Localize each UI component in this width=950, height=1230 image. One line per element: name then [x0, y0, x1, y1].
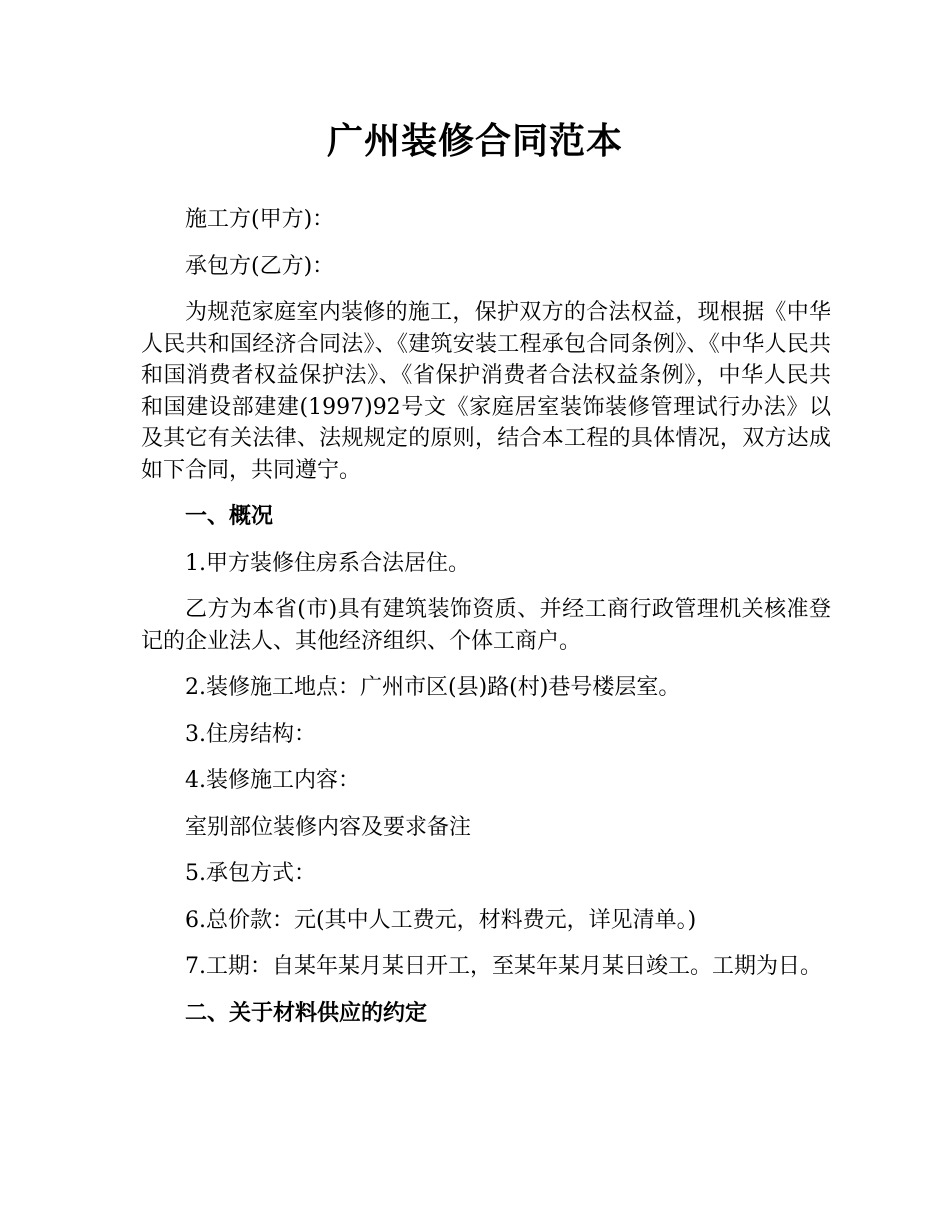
clause-1: 1.甲方装修住房系合法居住。: [185, 550, 470, 576]
clause-2-location: 2.装修施工地点：广州市区(县)路(村)巷号楼层室。: [185, 675, 681, 700]
contractor-qualification-paragraph: 乙方为本省(市)具有建筑装饰资质、并经工商行政管理机关核准登记的企业法人、其他经济组织、个体工商户。: [141, 597, 831, 654]
content-table-header-line: 室别部位装修内容及要求备注: [185, 814, 472, 840]
document-title: 广州装修合同范本: [326, 121, 623, 162]
clause-6-total-price: 6.总价款：元(其中人工费元，材料费元，详见清单。): [185, 907, 697, 933]
party-a-line: 施工方(甲方)：: [185, 207, 335, 232]
party-b-line: 承包方(乙方)：: [185, 253, 335, 279]
document-body: [141, 204, 831, 1044]
preamble-paragraph: 为规范家庭室内装修的施工，保护双方的合法权益，现根据《中华人民共和国经济合同法》、《建筑安装工程承包合同条例》、《中华人民共和国消费者权益保护法》、《省保护消费者合法权益条例》，中华人民共和国建设部建建(1997)92号文《家庭居室装饰装修管理试行办法》以及其它有关法律、法规规定的原则，结合本工程的具体情况，双方达成如下合同，共同遵宁。: [141, 300, 831, 483]
clause-5-contract-method: 5.承包方式：: [185, 861, 316, 886]
section-heading-overview: 一、概况: [185, 504, 274, 529]
clause-7-schedule: 7.工期：自某年某月某日开工，至某年某月某日竣工。工期为日。: [185, 954, 822, 979]
clause-4-content: 4.装修施工内容：: [185, 768, 360, 793]
section-heading-materials: 二、关于材料供应的约定: [185, 1000, 428, 1026]
clause-3-structure: 3.住房结构：: [185, 721, 316, 747]
